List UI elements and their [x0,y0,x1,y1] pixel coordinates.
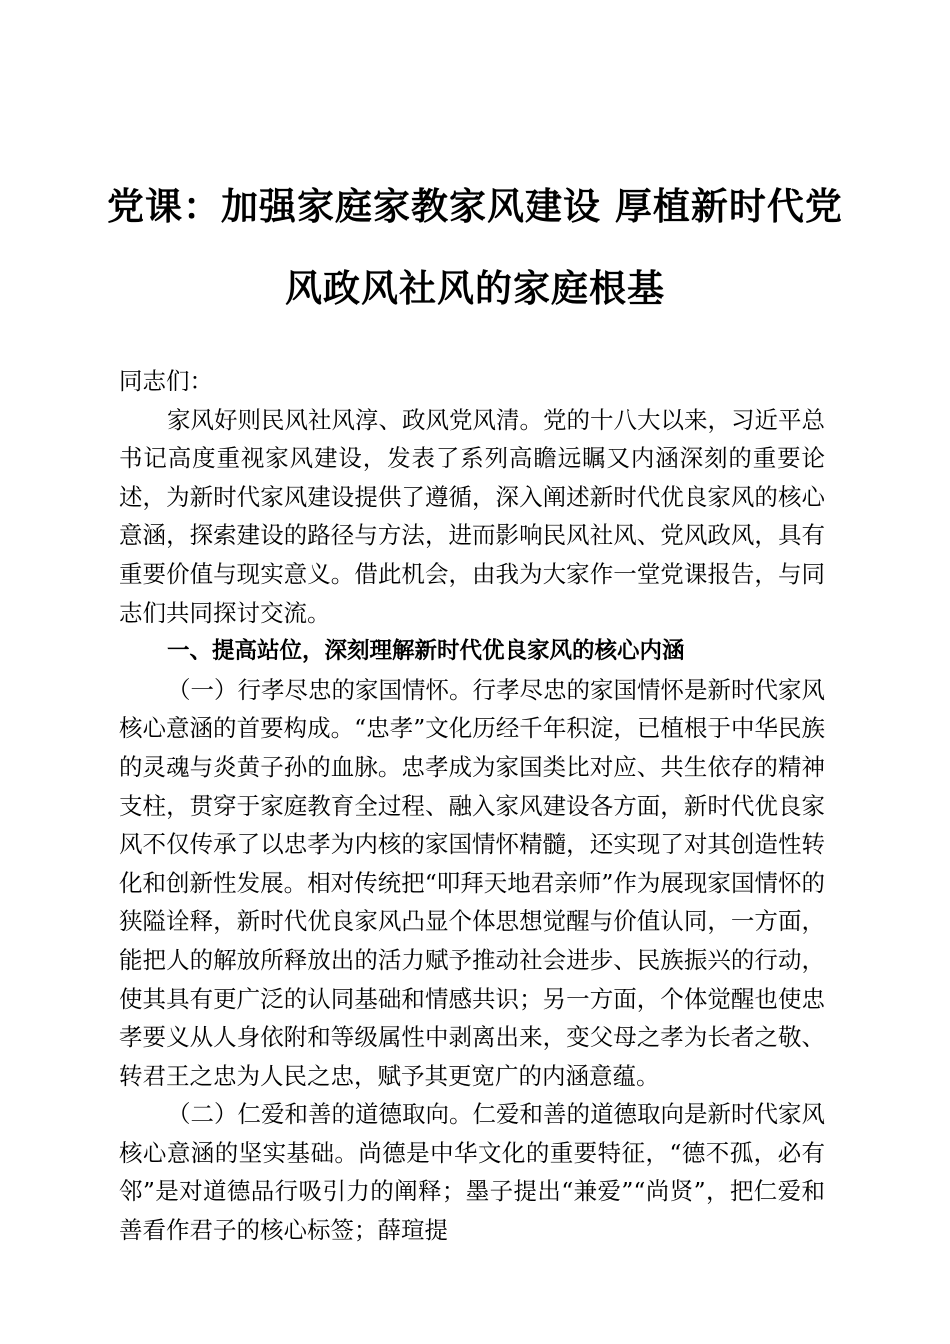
title-line-2: 风政风社风的家庭根基 [285,266,665,310]
document-body [119,362,825,1250]
subsection-paragraph-2: （二）仁爱和善的道德取向。仁爱和善的道德取向是新时代家风核心意涵的坚实基础。尚德是中华文化的重要特征，“德不孤，必有邻”是对道德品行吸引力的阐释；墨子提出“兼爱”“尚贤”，把仁爱和善看作君子的核心标签；薛瑄提 [119,1100,825,1245]
subsection-paragraph-1: （一）行孝尽忠的家国情怀。行孝尽忠的家国情怀是新时代家风核心意涵的首要构成。“忠孝”文化历经千年积淀，已植根于中华民族的灵魂与炎黄子孙的血脉。忠孝成为家国类比对应、共生依存的精神支柱，贯穿于家庭教育全过程、融入家风建设各方面，新时代优良家风不仅传承了以忠孝为内核的家国情怀精髓，还实现了对其创造性转化和创新性发展。相对传统把“叩拜天地君亲师”作为展现家国情怀的狭隘诠释，新时代优良家风凸显个体思想觉醒与价值认同，一方面，能把人的解放所释放出的活力赋予推动社会进步、民族振兴的行动，使其具有更广泛的认同基础和情感共识；另一方面，个体觉醒也使忠孝要义从人身依附和等级属性中剥离出来，变父母之孝为长者之敬、转君王之忠为人民之忠，赋予其更宽广的内涵意蕴。 [119,675,825,1090]
salutation: 同志们： [119,367,213,395]
intro-paragraph: 家风好则民风社风淳、政风党风清。党的十八大以来，习近平总书记高度重视家风建设，发表了系列高瞻远瞩又内涵深刻的重要论述，为新时代家风建设提供了遵循，深入阐述新时代优良家风的核心意涵，探索建设的路径与方法，进而影响民风社风、党风政风，具有重要价值与现实意义。借此机会，由我为大家作一堂党课报告，与同志们共同探讨交流。 [119,405,825,627]
document-title [100,165,850,329]
section-heading-1: 一、提高站位，深刻理解新时代优良家风的核心内涵 [167,638,685,665]
title-line-1: 党课：加强家庭家教家风建设 厚植新时代党 [107,184,843,228]
